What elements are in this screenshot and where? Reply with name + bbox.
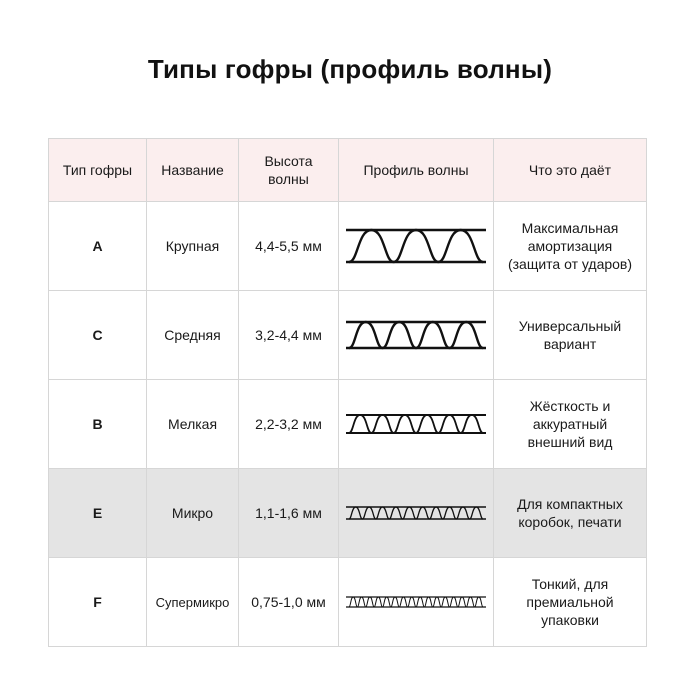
header-height-label: Высота волны [264,153,313,187]
flute-name: Средняя [147,291,239,380]
wave-profile-cell [339,558,494,647]
wave-profile-graphic [343,318,489,352]
flute-wave [349,415,483,433]
flute-benefit-text: Для компактных коробок, печати [517,496,623,530]
wave-height: 3,2-4,4 мм [239,291,339,380]
flute-wave [349,507,483,519]
page-title: Типы гофры (профиль волны) [147,54,553,84]
wave-profile-cell [339,380,494,469]
flute-wave [349,230,483,262]
flute-letter: F [49,558,147,647]
wave-profile-graphic [343,411,489,437]
flute-name: Мелкая [147,380,239,469]
flute-benefit-text: Тонкий, для премиальной упаковки [526,576,614,628]
wave-height: 2,2-3,2 мм [239,380,339,469]
flute-benefit [494,558,647,647]
wave-profile-graphic [343,226,489,266]
table-row [49,202,647,291]
wave-profile-cell [339,202,494,291]
flute-wave [349,322,483,348]
flute-benefit [494,202,647,291]
wave-profile-cell [339,291,494,380]
flute-benefit-text: Максимальная амортизация (защита от ударов) [507,220,633,272]
header-type: Тип гофры [49,139,147,202]
wave-height: 0,75-1,0 мм [239,558,339,647]
flute-benefit [494,291,647,380]
flute-benefit-text: Универсальный вариант [518,318,622,352]
flute-benefit-text: Жёсткость и аккуратный внешний вид [527,398,613,450]
wave-profile-cell [339,469,494,558]
wave-profile-graphic [343,503,489,523]
flute-wave [349,597,483,607]
flute-letter: B [49,380,147,469]
flute-name: Микро [147,469,239,558]
wave-height: 1,1-1,6 мм [239,469,339,558]
flute-benefit [494,380,647,469]
header-profile: Профиль волны [339,139,494,202]
wave-profile-graphic [343,594,489,610]
flute-types-table [48,138,647,647]
table-header-row [49,139,647,202]
flute-benefit [494,469,647,558]
header-name: Название [147,139,239,202]
flute-name: Супермикро [147,558,239,647]
flute-letter: A [49,202,147,291]
wave-height: 4,4-5,5 мм [239,202,339,291]
table-row [49,469,647,558]
header-benefit: Что это даёт [494,139,647,202]
table-row [49,380,647,469]
flute-name: Крупная [147,202,239,291]
table-row [49,558,647,647]
header-height [239,139,339,202]
flute-letter: E [49,469,147,558]
table-row [49,291,647,380]
flute-letter: C [49,291,147,380]
